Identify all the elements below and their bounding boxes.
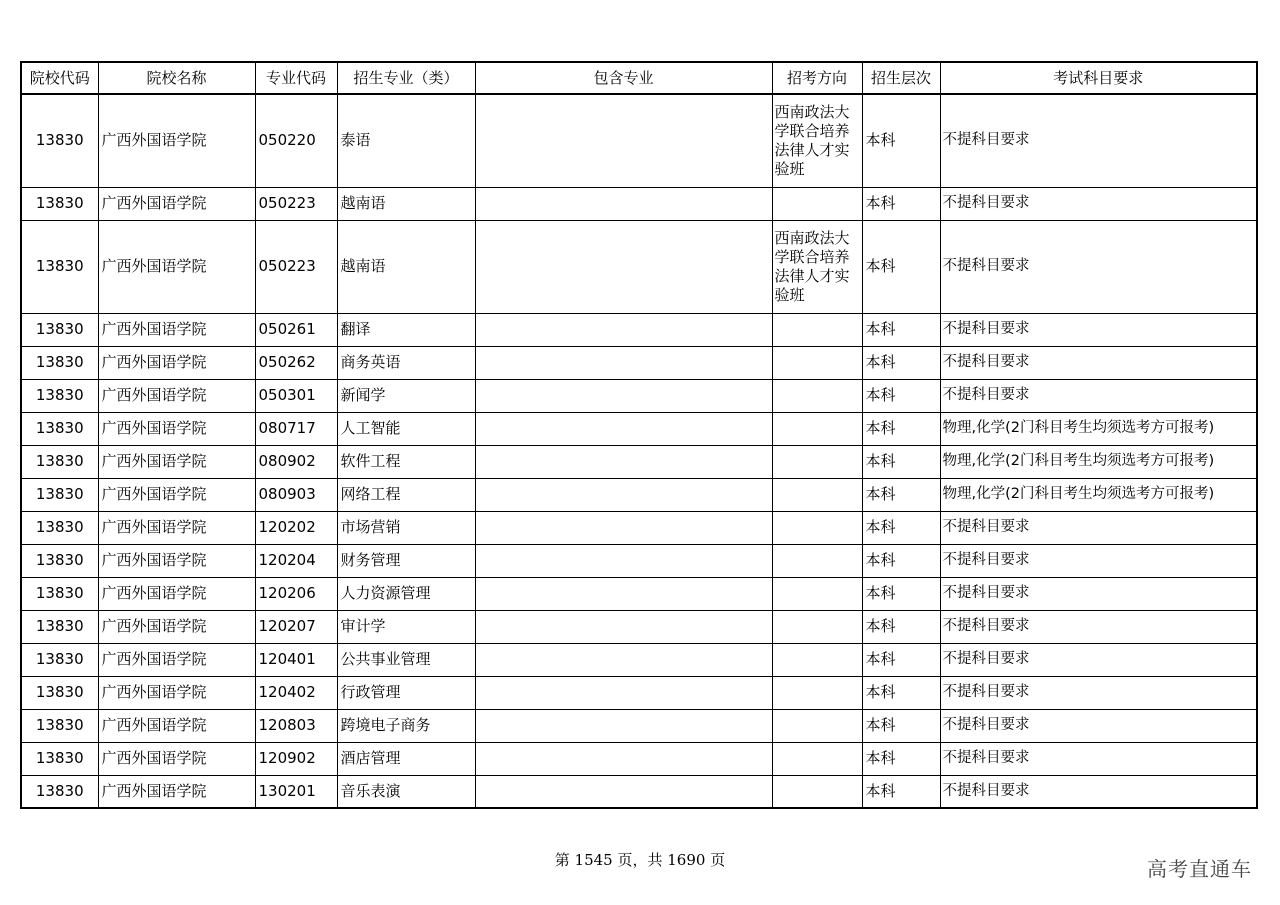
cell-major-code: 120402 (255, 676, 337, 709)
cell-direction (772, 478, 862, 511)
cell-major: 网络工程 (337, 478, 475, 511)
cell-school-name: 广西外国语学院 (98, 742, 255, 775)
header-row (21, 62, 1257, 94)
cell-level: 本科 (862, 346, 940, 379)
cell-includes (475, 775, 772, 808)
cell-major: 市场营销 (337, 511, 475, 544)
cell-direction (772, 676, 862, 709)
header-school-code: 院校代码 (21, 62, 98, 94)
cell-school-name: 广西外国语学院 (98, 379, 255, 412)
cell-includes (475, 346, 772, 379)
table-row (21, 775, 1257, 808)
cell-major: 行政管理 (337, 676, 475, 709)
cell-level: 本科 (862, 775, 940, 808)
cell-requirement: 不提科目要求 (940, 610, 1257, 643)
cell-includes (475, 220, 772, 313)
cell-direction (772, 313, 862, 346)
cell-direction (772, 544, 862, 577)
table-row (21, 379, 1257, 412)
cell-direction (772, 709, 862, 742)
cell-school-name: 广西外国语学院 (98, 187, 255, 220)
cell-requirement: 不提科目要求 (940, 346, 1257, 379)
cell-school-name: 广西外国语学院 (98, 220, 255, 313)
cell-major: 软件工程 (337, 445, 475, 478)
cell-major-code: 050223 (255, 187, 337, 220)
cell-school-name: 广西外国语学院 (98, 544, 255, 577)
cell-school-code: 13830 (21, 610, 98, 643)
cell-level: 本科 (862, 577, 940, 610)
cell-level: 本科 (862, 709, 940, 742)
table-row (21, 412, 1257, 445)
cell-includes (475, 577, 772, 610)
cell-school-code: 13830 (21, 412, 98, 445)
cell-major-code: 120803 (255, 709, 337, 742)
cell-school-name: 广西外国语学院 (98, 313, 255, 346)
cell-includes (475, 544, 772, 577)
cell-requirement: 不提科目要求 (940, 220, 1257, 313)
cell-major: 越南语 (337, 187, 475, 220)
cell-major-code: 050223 (255, 220, 337, 313)
cell-major: 跨境电子商务 (337, 709, 475, 742)
cell-level: 本科 (862, 379, 940, 412)
cell-requirement: 不提科目要求 (940, 379, 1257, 412)
cell-requirement: 不提科目要求 (940, 511, 1257, 544)
cell-requirement: 不提科目要求 (940, 577, 1257, 610)
cell-level: 本科 (862, 313, 940, 346)
cell-major: 公共事业管理 (337, 643, 475, 676)
cell-requirement: 不提科目要求 (940, 709, 1257, 742)
cell-direction: 西南政法大学联合培养法律人才实验班 (772, 94, 862, 187)
table-row (21, 643, 1257, 676)
cell-major-code: 120401 (255, 643, 337, 676)
cell-includes (475, 94, 772, 187)
cell-school-code: 13830 (21, 775, 98, 808)
cell-includes (475, 511, 772, 544)
cell-level: 本科 (862, 220, 940, 313)
cell-school-code: 13830 (21, 676, 98, 709)
cell-school-name: 广西外国语学院 (98, 709, 255, 742)
cell-major: 越南语 (337, 220, 475, 313)
cell-direction (772, 610, 862, 643)
cell-requirement: 不提科目要求 (940, 94, 1257, 187)
cell-direction (772, 346, 862, 379)
table-row (21, 742, 1257, 775)
cell-includes (475, 187, 772, 220)
header-level: 招生层次 (862, 62, 940, 94)
cell-requirement: 不提科目要求 (940, 643, 1257, 676)
cell-school-code: 13830 (21, 511, 98, 544)
cell-major-code: 080902 (255, 445, 337, 478)
table-row (21, 220, 1257, 313)
cell-requirement: 物理,化学(2门科目考生均须选考方可报考) (940, 412, 1257, 445)
cell-major: 翻译 (337, 313, 475, 346)
cell-includes (475, 313, 772, 346)
cell-level: 本科 (862, 478, 940, 511)
cell-level: 本科 (862, 94, 940, 187)
cell-school-code: 13830 (21, 445, 98, 478)
table-body (21, 94, 1257, 808)
cell-major-code: 050301 (255, 379, 337, 412)
cell-school-code: 13830 (21, 544, 98, 577)
cell-school-code: 13830 (21, 643, 98, 676)
cell-major: 音乐表演 (337, 775, 475, 808)
cell-level: 本科 (862, 511, 940, 544)
cell-direction (772, 412, 862, 445)
cell-school-code: 13830 (21, 313, 98, 346)
cell-school-name: 广西外国语学院 (98, 445, 255, 478)
table-row (21, 313, 1257, 346)
table-row (21, 445, 1257, 478)
cell-major: 人力资源管理 (337, 577, 475, 610)
watermark-text: 高考直通车 (1147, 857, 1252, 881)
cell-school-name: 广西外国语学院 (98, 775, 255, 808)
cell-direction (772, 577, 862, 610)
header-includes: 包含专业 (475, 62, 772, 94)
cell-school-name: 广西外国语学院 (98, 577, 255, 610)
header-direction: 招考方向 (772, 62, 862, 94)
cell-major-code: 120902 (255, 742, 337, 775)
cell-major-code: 120204 (255, 544, 337, 577)
table-row (21, 676, 1257, 709)
table-row (21, 478, 1257, 511)
table-row (21, 610, 1257, 643)
table-row (21, 94, 1257, 187)
cell-direction (772, 643, 862, 676)
cell-major: 新闻学 (337, 379, 475, 412)
cell-requirement: 不提科目要求 (940, 187, 1257, 220)
table-row (21, 709, 1257, 742)
cell-school-code: 13830 (21, 94, 98, 187)
cell-school-code: 13830 (21, 187, 98, 220)
cell-requirement: 不提科目要求 (940, 544, 1257, 577)
cell-school-name: 广西外国语学院 (98, 478, 255, 511)
cell-major-code: 080717 (255, 412, 337, 445)
cell-includes (475, 676, 772, 709)
cell-level: 本科 (862, 412, 940, 445)
cell-school-code: 13830 (21, 742, 98, 775)
cell-includes (475, 445, 772, 478)
cell-includes (475, 412, 772, 445)
cell-major-code: 050220 (255, 94, 337, 187)
cell-school-code: 13830 (21, 346, 98, 379)
cell-direction (772, 775, 862, 808)
cell-school-code: 13830 (21, 478, 98, 511)
table-row (21, 187, 1257, 220)
cell-major: 泰语 (337, 94, 475, 187)
cell-school-code: 13830 (21, 220, 98, 313)
cell-school-name: 广西外国语学院 (98, 94, 255, 187)
cell-school-name: 广西外国语学院 (98, 511, 255, 544)
table-row (21, 577, 1257, 610)
header-school-name: 院校名称 (98, 62, 255, 94)
cell-major-code: 120207 (255, 610, 337, 643)
cell-school-code: 13830 (21, 709, 98, 742)
cell-major-code: 120202 (255, 511, 337, 544)
header-major: 招生专业（类） (337, 62, 475, 94)
cell-direction (772, 187, 862, 220)
cell-school-name: 广西外国语学院 (98, 676, 255, 709)
cell-direction (772, 511, 862, 544)
cell-direction (772, 445, 862, 478)
cell-requirement: 不提科目要求 (940, 775, 1257, 808)
cell-school-code: 13830 (21, 379, 98, 412)
cell-requirement: 物理,化学(2门科目考生均须选考方可报考) (940, 478, 1257, 511)
cell-major-code: 050261 (255, 313, 337, 346)
cell-school-code: 13830 (21, 577, 98, 610)
cell-level: 本科 (862, 610, 940, 643)
cell-requirement: 不提科目要求 (940, 676, 1257, 709)
cell-major: 财务管理 (337, 544, 475, 577)
cell-major-code: 050262 (255, 346, 337, 379)
cell-school-name: 广西外国语学院 (98, 643, 255, 676)
cell-major-code: 120206 (255, 577, 337, 610)
cell-requirement: 物理,化学(2门科目考生均须选考方可报考) (940, 445, 1257, 478)
admission-table (20, 61, 1258, 809)
table-row (21, 511, 1257, 544)
cell-includes (475, 610, 772, 643)
cell-level: 本科 (862, 676, 940, 709)
page-number: 第 1545 页，共 1690 页 (554, 851, 726, 869)
cell-includes (475, 742, 772, 775)
cell-major: 商务英语 (337, 346, 475, 379)
cell-includes (475, 478, 772, 511)
cell-requirement: 不提科目要求 (940, 313, 1257, 346)
cell-major: 人工智能 (337, 412, 475, 445)
cell-school-name: 广西外国语学院 (98, 412, 255, 445)
cell-major: 酒店管理 (337, 742, 475, 775)
cell-school-name: 广西外国语学院 (98, 610, 255, 643)
table-row (21, 346, 1257, 379)
cell-direction (772, 379, 862, 412)
cell-includes (475, 379, 772, 412)
cell-level: 本科 (862, 742, 940, 775)
cell-level: 本科 (862, 187, 940, 220)
cell-direction (772, 742, 862, 775)
cell-school-name: 广西外国语学院 (98, 346, 255, 379)
cell-major: 审计学 (337, 610, 475, 643)
cell-requirement: 不提科目要求 (940, 742, 1257, 775)
cell-direction: 西南政法大学联合培养法律人才实验班 (772, 220, 862, 313)
cell-major-code: 130201 (255, 775, 337, 808)
header-requirement: 考试科目要求 (940, 62, 1257, 94)
cell-includes (475, 643, 772, 676)
cell-includes (475, 709, 772, 742)
cell-level: 本科 (862, 643, 940, 676)
table-row (21, 544, 1257, 577)
cell-level: 本科 (862, 544, 940, 577)
cell-major-code: 080903 (255, 478, 337, 511)
header-major-code: 专业代码 (255, 62, 337, 94)
cell-level: 本科 (862, 445, 940, 478)
